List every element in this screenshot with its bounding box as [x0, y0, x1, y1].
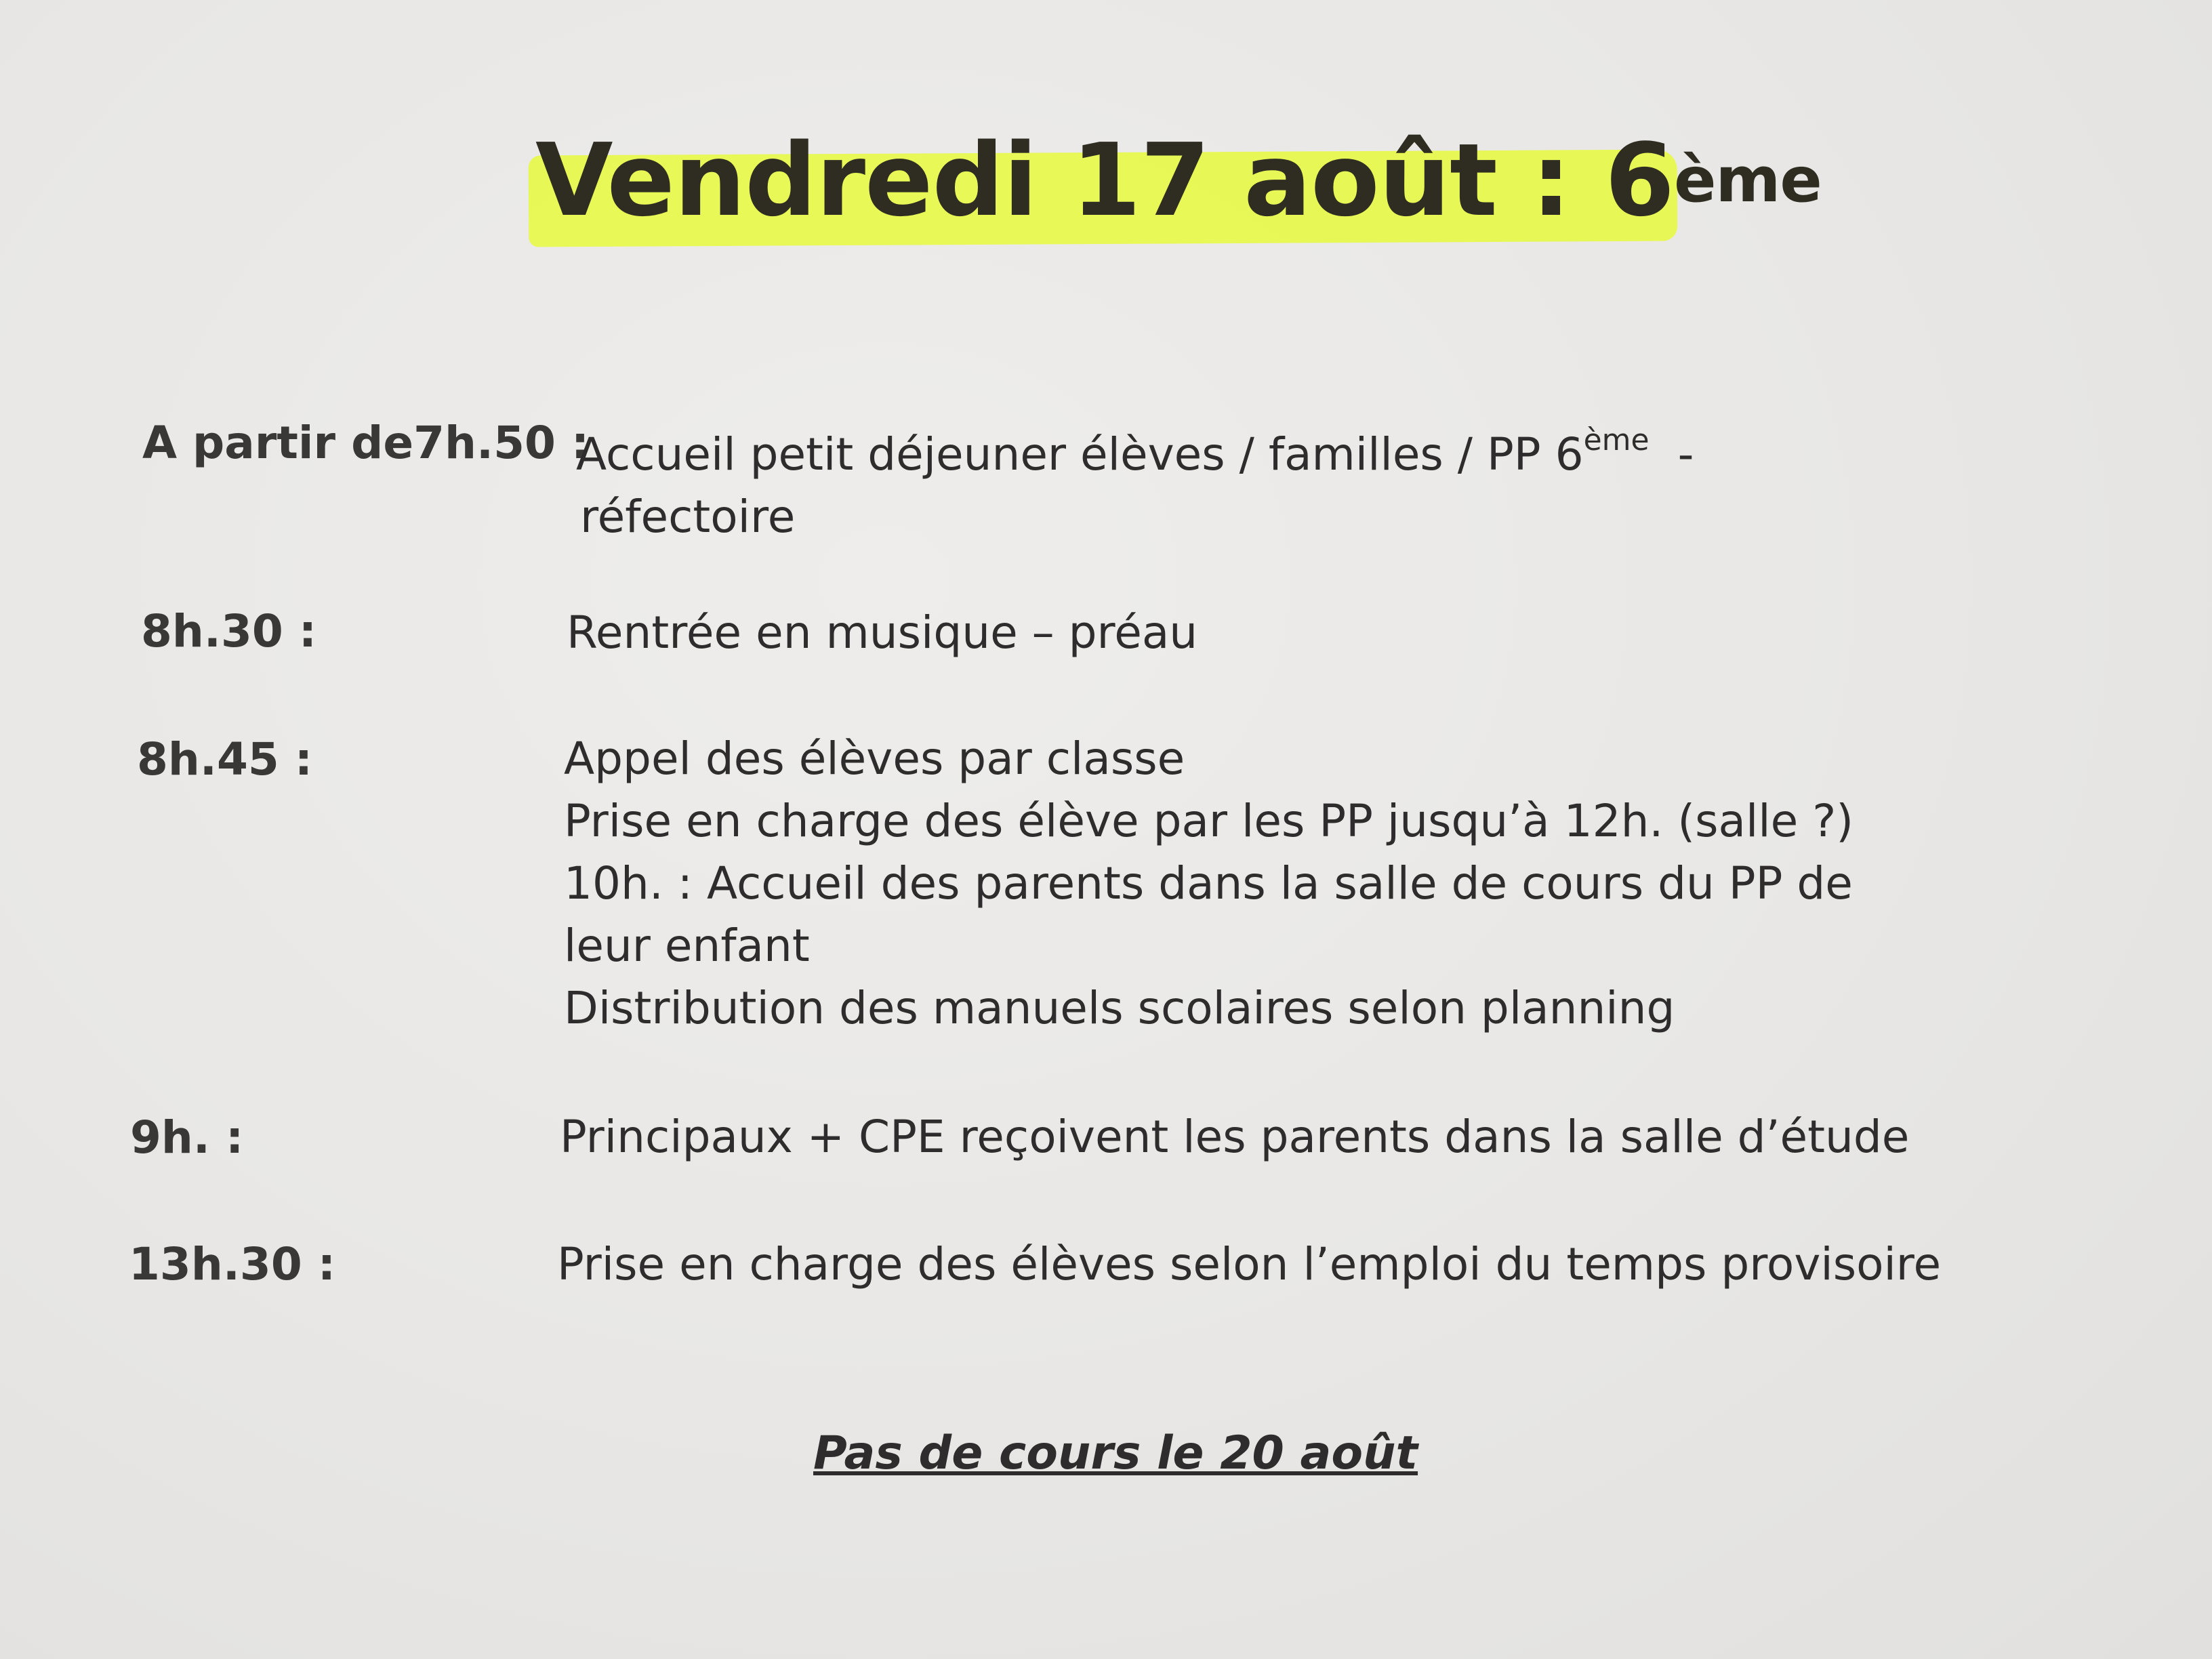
description-line: 10h. : Accueil des parents dans la salle de cours du PP de	[564, 857, 1853, 909]
description-suffix: -	[1649, 428, 1694, 480]
description-text: Accueil petit déjeuner élèves / familles / PP 6	[576, 428, 1584, 480]
schedule-description	[560, 1106, 1909, 1168]
schedule-time: 8h.45 :	[137, 733, 313, 785]
schedule-time: A partir de7h.50 :	[142, 417, 590, 469]
footer-note: Pas de cours le 20 août	[813, 1427, 1418, 1480]
description-superscript: ème	[1583, 423, 1650, 457]
schedule-description	[564, 728, 1853, 1040]
schedule-time: 8h.30 :	[141, 605, 317, 657]
schedule-time: 13h.30 :	[129, 1238, 336, 1290]
description-line: Principaux + CPE reçoivent les parents dans la salle d’étude	[560, 1111, 1910, 1163]
description-line: Prise en charge des élève par les PP jusqu’à 12h. (salle ?)	[564, 795, 1853, 847]
schedule-description	[557, 1233, 1941, 1296]
description-line	[576, 413, 1694, 486]
description-line: Rentrée en musique – préau	[567, 607, 1198, 659]
description-line: leur enfant	[564, 920, 810, 972]
schedule-time: 9h. :	[130, 1111, 244, 1164]
page-title	[535, 122, 1822, 239]
description-line: Prise en charge des élèves selon l’emploi du temps provisoire	[557, 1238, 1942, 1290]
description-line: Distribution des manuels scolaires selon planning	[564, 982, 1675, 1034]
description-line: réfectoire	[580, 491, 796, 543]
title-text: Vendredi 17 août : 6	[535, 122, 1675, 239]
description-line: Appel des élèves par classe	[564, 733, 1185, 785]
schedule-description	[567, 602, 1197, 664]
title-superscript: ème	[1674, 144, 1822, 216]
schedule-description	[576, 413, 1694, 548]
